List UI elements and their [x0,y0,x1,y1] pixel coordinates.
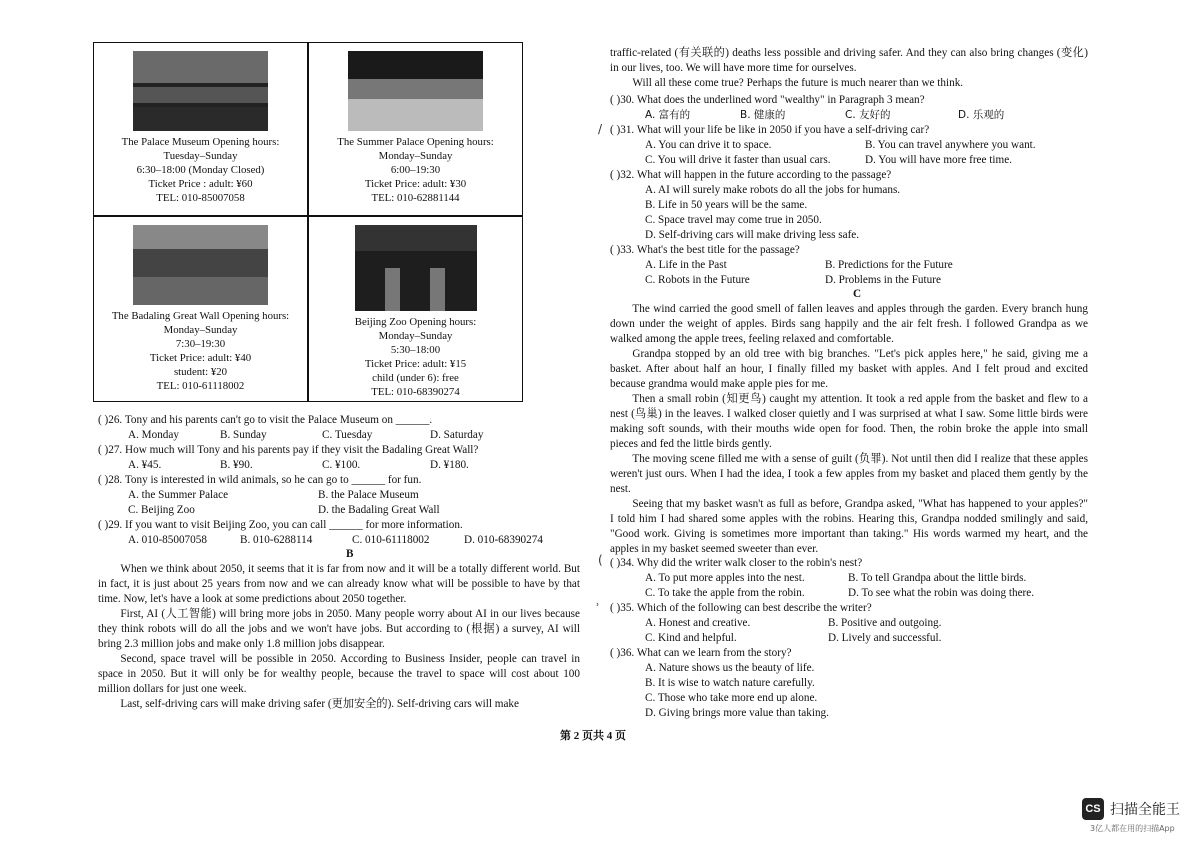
question-27: ( )27. How much will Tony and his parents pay if they visit the Badaling Great Wall? [98,444,479,456]
attraction-price: Ticket Price: adult: ¥30 [364,178,467,190]
question-30-option[interactable]: B. 健康的 [740,109,786,121]
question-34-option[interactable]: C. To take the apple from the robin. [645,587,805,599]
question-35-option[interactable]: A. Honest and creative. [645,617,751,629]
attraction-tel: TEL: 010-68390274 [371,386,460,398]
pencil-mark: / [598,122,603,136]
attraction-hours: 5:30–18:00 [390,344,441,356]
question-36: ( )36. What can we learn from the story? [610,647,792,659]
palace-museum-photo [133,51,268,131]
question-36-option[interactable]: B. It is wise to watch nature carefully. [645,677,815,689]
question-30: ( )30. What does the underlined word "wealthy" in Paragraph 3 mean? [610,94,925,106]
question-27-option[interactable]: C. ¥100. [322,459,361,471]
attraction-card-summer-palace [309,43,522,215]
attraction-price: Ticket Price : adult: ¥60 [148,178,253,190]
passage-c-paragraph: The moving scene filled me with a sense of guilt (负罪). Not until then did I realize that these apples weren't just ours. When I had the idea, I took a few apples from my basket and placed them gently by the nest. [610,453,1088,495]
question-31-option[interactable]: B. You can travel anywhere you want. [865,139,1036,151]
attraction-days: Monday–Sunday [378,330,453,342]
question-35-option[interactable]: C. Kind and helpful. [645,632,737,644]
question-31-option[interactable]: A. You can drive it to space. [645,139,772,151]
attraction-extra: child (under 6): free [372,372,459,384]
question-28-option[interactable]: D. the Badaling Great Wall [318,504,440,516]
camscanner-name: 扫描全能王 [1110,802,1180,818]
question-28-option[interactable]: A. the Summer Palace [128,489,229,501]
question-34: ( )34. Why did the writer walk closer to the robin's nest? [610,557,863,569]
question-35-option[interactable]: D. Lively and successful. [828,632,942,644]
question-32-option[interactable]: C. Space travel may come true in 2050. [645,214,822,226]
attraction-price: Ticket Price: adult: ¥40 [149,352,252,364]
section-c-label: C [853,288,862,300]
passage-b-paragraph: Last, self-driving cars will make driving safer (更加安全的). Self-driving cars will make [120,698,519,710]
passage-c-paragraph: Grandpa stopped by an old tree with big branches. "Let's pick apples here," he said, giving me a basket. After about half an hour, I finally filled my basket with apples. And I felt proud and excited because grandma would make apple pies for me. [610,348,1088,390]
question-29-option[interactable]: A. 010-85007058 [128,534,207,546]
attraction-card-great-wall [94,217,307,392]
attraction-tel: TEL: 010-85007058 [156,192,245,204]
page-number: 第 2 页共 4 页 [560,730,626,742]
question-34-option[interactable]: D. To see what the robin was doing there. [848,587,1035,599]
question-36-option[interactable]: D. Giving brings more value than taking. [645,707,829,719]
summer-palace-photo [348,51,483,131]
passage-c [610,302,1088,557]
section-b-label: B [346,548,354,560]
question-33: ( )33. What's the best title for the passage? [610,244,800,256]
question-29-option[interactable]: B. 010-6288114 [240,534,313,546]
attraction-hours: 6:00–19:30 [390,164,441,176]
question-35-option[interactable]: B. Positive and outgoing. [828,617,942,629]
passage-b-paragraph: traffic-related (有关联的) deaths less possible and driving safer. And they can also bring changes (变化) in our lives, too. We will have more time for ourselves. [610,47,1088,74]
passage-b [98,562,580,712]
question-31-option[interactable]: D. You will have more free time. [865,154,1012,166]
question-31-option[interactable]: C. You will drive it faster than usual cars. [645,154,831,166]
great-wall-photo [133,225,268,305]
question-26-option[interactable]: D. Saturday [430,429,484,441]
camscanner-logo-icon: CS [1082,798,1104,820]
question-29: ( )29. If you want to visit Beijing Zoo, you can call ______ for more information. [98,519,463,531]
question-28-option[interactable]: C. Beijing Zoo [128,504,195,516]
question-30-option[interactable]: C. 友好的 [845,109,891,121]
attraction-hours: 7:30–19:30 [175,338,226,350]
question-27-option[interactable]: D. ¥180. [430,459,469,471]
question-28: ( )28. Tony is interested in wild animals, so he can go to ______ for fun. [98,474,422,486]
attraction-title: The Summer Palace Opening hours: [337,136,494,148]
attractions-table [93,42,523,402]
passage-b-paragraph: First, AI (人工智能) will bring more jobs in 2050. Many people worry about AI in our lives because they think robots will do all the jobs and we won't have jobs. But according to (根据) a survey, AI will bring 2.3 million jobs and make only 1.8 million jobs disappear. [98,608,580,650]
passage-b-paragraph: Second, space travel will be possible in 2050. According to Business Insider, people can travel in space in 2050. But it will only be for wealthy people, because the travel to space will cost about 100 million dollars for just one week. [98,653,580,695]
question-31: ( )31. What will your life be like in 2050 if you have a self-driving car? [610,124,930,136]
question-34-option[interactable]: B. To tell Grandpa about the little birds. [848,572,1027,584]
camscanner-tagline: 3亿人都在用的扫描App [1090,824,1175,833]
passage-c-paragraph: Seeing that my basket wasn't as full as before, Grandpa asked, "What has happened to your apples?" I told him I had shared some apples with the robins. Hearing this, Grandpa nodded smilingly and said, "Good work. Giving is sometimes more important than taking." His words warmed my heart, and the apples in my basket seemed sweeter than ever. [610,498,1088,555]
question-33-option[interactable]: C. Robots in the Future [645,274,750,286]
attraction-title: Beijing Zoo Opening hours: [354,316,477,328]
attraction-days: Tuesday–Sunday [163,150,238,162]
pencil-mark: ( [598,553,603,567]
attraction-tel: TEL: 010-62881144 [371,192,460,204]
question-29-option[interactable]: D. 010-68390274 [464,534,543,546]
question-36-option[interactable]: C. Those who take more end up alone. [645,692,818,704]
passage-c-paragraph: The wind carried the good smell of fallen leaves and apples through the garden. Every branch hung down under the weight of apples. Birds sang happily and the air felt fresh. I followed Grandpa as we walked among the apple trees, feeling relaxed and comfortable. [610,303,1088,345]
attraction-title: The Palace Museum Opening hours: [121,136,280,148]
question-32-option[interactable]: B. Life in 50 years will be the same. [645,199,808,211]
attraction-price: Ticket Price: adult: ¥15 [364,358,467,370]
question-27-option[interactable]: B. ¥90. [220,459,253,471]
attraction-card-beijing-zoo [309,217,522,398]
pencil-mark: ˒ [596,598,600,612]
passage-c-paragraph: Then a small robin (知更鸟) caught my attention. It took a red apple from the basket and flew to a nest (鸟巢) in the leaves. I walked closer quietly and I was surprised at what I saw. Some little birds were making soft sounds, with their mouths wide open for food. Then, the robin broke the apple into small pieces and fed the little birds gently. [610,393,1088,450]
question-26: ( )26. Tony and his parents can't go to visit the Palace Museum on ______. [98,414,433,426]
question-36-option[interactable]: A. Nature shows us the beauty of life. [645,662,815,674]
question-32-option[interactable]: D. Self-driving cars will make driving less safe. [645,229,860,241]
attraction-days: Monday–Sunday [163,324,238,336]
passage-b-continued [610,46,1088,91]
question-28-option[interactable]: B. the Palace Museum [318,489,419,501]
question-30-option[interactable]: D. 乐观的 [958,109,1005,121]
passage-b-paragraph: When we think about 2050, it seems that it is far from now and it will be a totally different world. But in fact, it is just about 25 years from now and we can already know what will be possible to have by that time. Now, let's have a look at some predictions about 2050 together. [98,563,580,605]
attraction-card-palace-museum [94,43,307,215]
attraction-tel: TEL: 010-61118002 [156,380,245,392]
question-26-option[interactable]: C. Tuesday [322,429,373,441]
attraction-hours: 6:30–18:00 (Monday Closed) [136,164,265,176]
beijing-zoo-photo [355,225,477,311]
question-33-option[interactable]: D. Problems in the Future [825,274,941,286]
question-33-option[interactable]: A. Life in the Past [645,259,727,271]
question-32: ( )32. What will happen in the future according to the passage? [610,169,892,181]
question-33-option[interactable]: B. Predictions for the Future [825,259,953,271]
passage-b-paragraph: Will all these come true? Perhaps the future is much nearer than we think. [632,77,964,89]
question-32-option[interactable]: A. AI will surely make robots do all the jobs for humans. [645,184,901,196]
question-26-option[interactable]: B. Sunday [220,429,267,441]
question-29-option[interactable]: C. 010-61118002 [352,534,430,546]
question-27-option[interactable]: A. ¥45. [128,459,162,471]
question-30-option[interactable]: A. 富有的 [645,109,691,121]
attraction-days: Monday–Sunday [378,150,453,162]
attraction-title: The Badaling Great Wall Opening hours: [111,310,290,322]
question-35: ( )35. Which of the following can best describe the writer? [610,602,872,614]
attraction-extra: student: ¥20 [173,366,228,378]
question-34-option[interactable]: A. To put more apples into the nest. [645,572,805,584]
question-26-option[interactable]: A. Monday [128,429,179,441]
